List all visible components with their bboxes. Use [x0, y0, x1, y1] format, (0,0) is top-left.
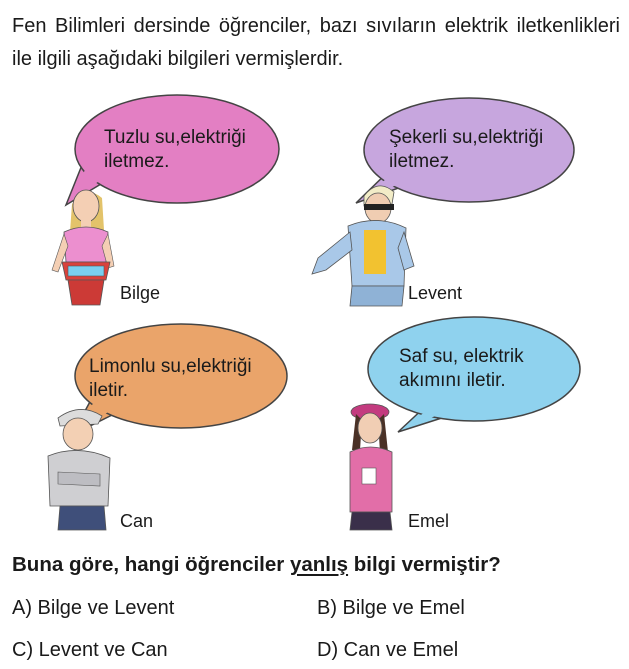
- can-figure: [48, 409, 110, 530]
- option-c[interactable]: C) Levent ve Can: [12, 639, 168, 661]
- option-d[interactable]: D) Can ve Emel: [317, 639, 459, 661]
- question-text: Buna göre, hangi öğrenciler yanlış bilgi vermiştir?: [12, 553, 501, 576]
- name-levent: Levent: [408, 283, 463, 303]
- levent-speech: Şekerli su,elektriği iletmez.: [389, 127, 544, 172]
- can-speech: Limonlu su,elektriği iletir.: [89, 356, 252, 401]
- bilge-speech: Tuzlu su,elektriği iletmez.: [104, 127, 246, 172]
- underlined-word: yanlış: [289, 553, 349, 576]
- emel-speech: Saf su, elektrik akımını iletir.: [399, 346, 524, 391]
- name-emel: Emel: [408, 511, 450, 531]
- intro-text: Fen Bilimleri dersinde öğrenciler, bazı sıvıların elektrik iletkenlikleri ile ilgili aşağıdaki bilgileri vermişlerdir.: [12, 15, 620, 70]
- bilge-figure: [52, 190, 114, 305]
- name-can: Can: [120, 511, 154, 531]
- emel-figure: [350, 404, 392, 530]
- levent-figure: [312, 186, 414, 306]
- name-bilge: Bilge: [120, 283, 161, 303]
- option-b[interactable]: B) Bilge ve Emel: [317, 597, 465, 619]
- option-a[interactable]: A) Bilge ve Levent: [12, 597, 175, 619]
